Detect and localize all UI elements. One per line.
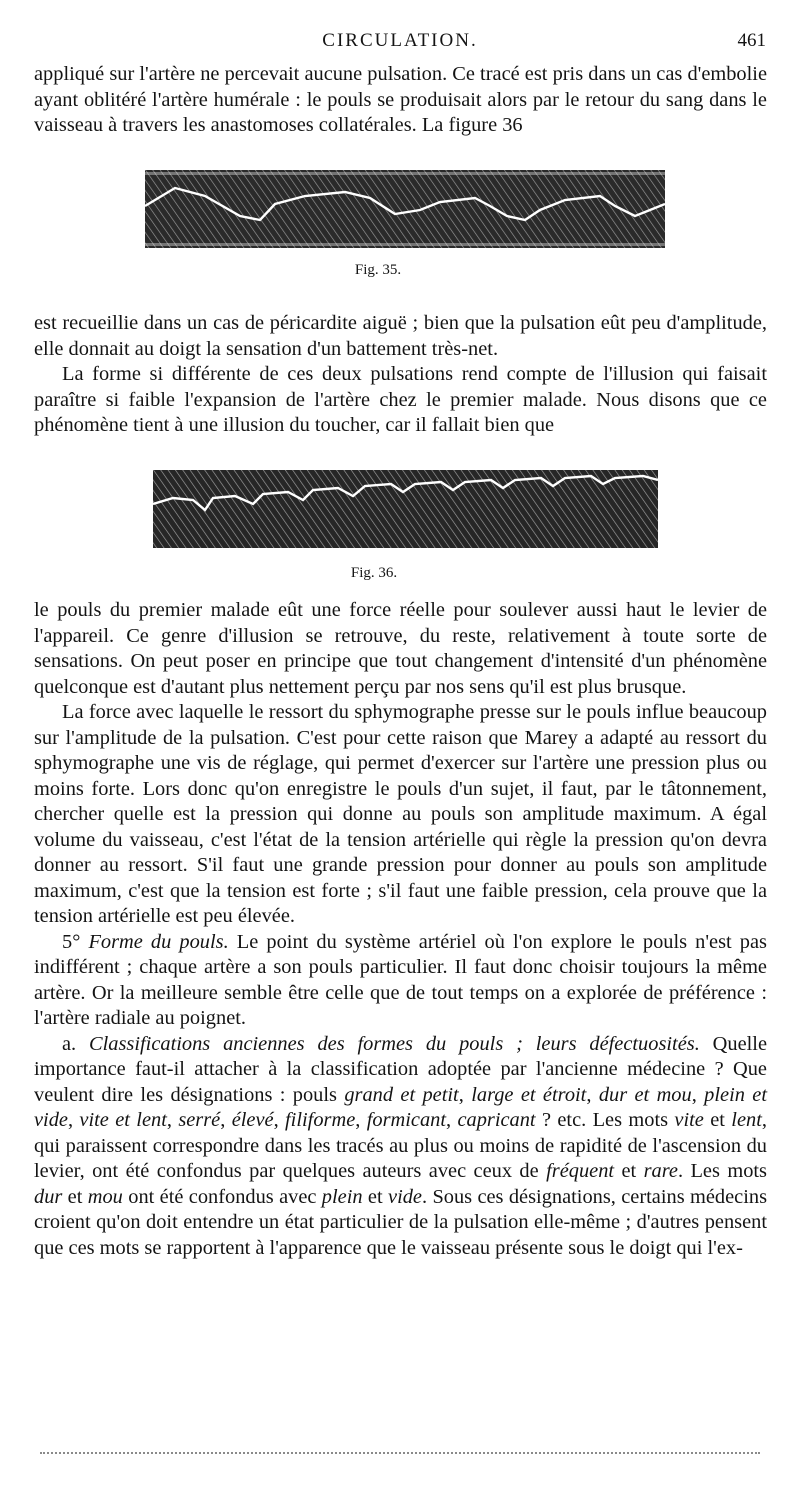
text-run: , [586,1083,599,1106]
subsection-heading: Classifications anciennes des formes du pouls ; leurs défectuosités. [89,1032,700,1055]
text-run: et [614,1160,644,1182]
text-run: ? etc. Les mots [535,1109,675,1131]
section-heading: Forme du pouls. [88,930,229,953]
subsection-letter: a. [62,1032,89,1055]
text-run: , [67,1109,80,1131]
bottom-dotted-rule [40,1452,760,1456]
text-run: et [703,1109,732,1131]
paragraph-text: Le point du système artériel où l'on explore le pouls n'est pas indifférent ; chaque artère a son pouls particulier. Il faut donc choisir toujours la même artère. Or la meilleure semble être celle que de tout temps on a explorée de préférence : l'artère radiale au poignet. [34,930,767,1029]
paragraph-body [34,598,767,1261]
figure-35-caption: Fig. 35. [354,262,402,278]
text-run: , [355,1109,367,1131]
italic-term: vite [674,1109,704,1131]
italic-term: filiforme [285,1109,356,1131]
figure-35-pulse-tracing [145,170,665,248]
paragraph-text: La forme si différente de ces deux pulsations rend compte de l'illusion qui faisait paraître si faible l'expansion de l'artère chez le premier malade. Nous disons que ce phénomène tient à une illusion du toucher, car il fallait bien que [34,363,767,436]
text-run: . Les mots [677,1160,767,1182]
text-run: , [273,1109,286,1131]
paragraph-text: le pouls du premier malade eût une force réelle pour soulever aussi haut le levier de l'appareil. Ce genre d'illusion se retrouve, du reste, relativement à toute sorte de sensations. On peut poser en principe que tout changement d'intensité d'un phénomène quelconque est d'autant plus nettement perçu par nos sens qu'il est plus brusque. [34,599,767,698]
italic-term: serré [178,1109,221,1131]
italic-term: formicant [366,1109,446,1131]
paragraph-forme-du-pouls [34,930,767,1032]
text-run: ont été confondus avec [122,1185,322,1208]
italic-term: grand et petit [344,1083,459,1106]
italic-term: rare [643,1160,678,1182]
italic-term: plein et vide [34,1083,768,1131]
figure-36-caption: Fig. 36. [350,565,398,581]
italic-term: dur [34,1185,63,1208]
italic-term: fréquent [546,1160,615,1182]
text-run: et [362,1185,389,1208]
italic-term: plein [321,1185,363,1208]
paragraph-text: est recueillie dans un cas de péricardite aiguë ; bien que la pulsation eût peu d'amplitude, elle donnait au doigt la sensation d'un battement très-net. [34,312,767,360]
paragraph-classifications [34,1032,767,1262]
text-run: , [446,1109,458,1131]
page-number: 461 [737,30,766,51]
text-run: , [691,1083,705,1106]
text-run: Quelle importance faut-il attacher à la classification adoptée par l'ancienne médecine ? Que veulent dire les désignations : pouls [34,1032,767,1106]
italic-term: dur et mou [598,1083,692,1106]
text-run: . Sous ces désignations, certains médecins croient qu'on doit entendre un état particulier de la pulsation elle-même ; d'autres pensent que ces mots se rapportent à l'apparence que le vaisseau présente sous le doigt qui l'ex- [34,1185,768,1259]
section-number: 5° [62,930,81,953]
paragraph-text: La force avec laquelle le ressort du sphymographe presse sur le pouls influe beaucoup sur l'amplitude de la pulsation. C'est pour cette raison que Marey a adapté au ressort du sphymographe une vis de réglage, qui permet d'exercer sur l'artère une pression plus ou moins forte. Lors donc qu'on enregistre le pouls d'un sujet, il faut, par le tâtonnement, chercher quelle est la pression qui donne au pouls son amplitude maximum. A égal volume du vaisseau, c'est l'état de la tension artérielle qui règle la pression qu'on devra donner au ressort. S'il faut une grande pression pour donner au pouls son amplitude maximum, c'est que la tension est forte ; s'il faut une faible pression, cela prouve que la tension artérielle est peu élevée. [34,701,767,927]
italic-term: mou [87,1185,123,1208]
italic-term: élevé [231,1109,274,1131]
pulse-tracing-36-image [153,470,658,548]
italic-term: lent [731,1109,762,1131]
paragraph-fig35-discussion [34,311,767,439]
paragraph-text: appliqué sur l'artère ne percevait aucune pulsation. Ce tracé est pris dans un cas d'embolie ayant oblitéré l'artère humérale : le pouls se produisait alors par le retour du sang dans le vaisseau à travers les anastomoses collatérales. La figure 36 [34,63,767,136]
running-title: CIRCULATION. [322,30,478,51]
italic-term: capricant [457,1109,536,1131]
text-run: , [220,1109,232,1131]
text-run: et [62,1185,88,1208]
italic-term: vide [388,1185,422,1208]
text-run: , [458,1083,472,1106]
italic-term: vite et lent [79,1109,167,1131]
italic-term: large et étroit [471,1083,587,1106]
text-run: , [166,1109,179,1131]
pulse-tracing-35-image [145,170,665,248]
figure-36-pulse-tracing [153,470,658,548]
text-run: , qui paraissent correspondre dans les tracés au plus ou moins de rapidité de l'ascension du levier, ont été confondus par quelques auteurs avec ceux de [34,1109,767,1182]
running-header [34,30,766,58]
paragraph-opening [34,62,767,139]
